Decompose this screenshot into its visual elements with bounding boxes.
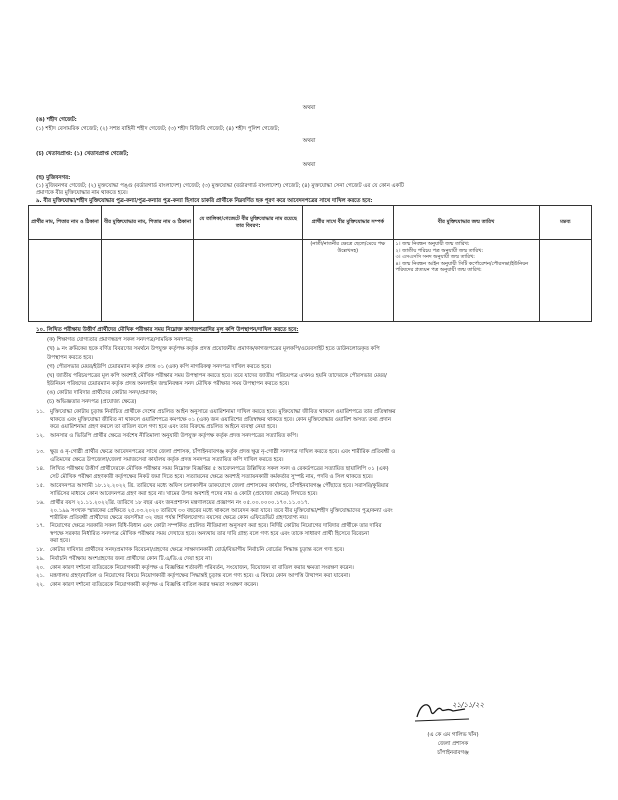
- item-10-line: (ক) শিক্ষাগত যোগ্যতার প্রমাণস্বরূপ সকল সনদপত্র/সাময়িক সনদপত্র;: [47, 337, 193, 343]
- birth-date-cell: [393, 240, 539, 322]
- item-number: ১৫.: [36, 483, 45, 489]
- or-divider: অথবা: [302, 105, 316, 111]
- item-text-line: থাকতে এবং মুক্তিযোদ্ধা জীবিত না থাকলে ওয়ারিশপত্রে কমপক্ষে ০১ (এক) জন ওয়ারিশের প্রতিস্বাক্ষর থাকতে হবে। কোন মুক্তিযোদ্ধার ওয়ারিশ অসত্য তথ্য প্রদান: [50, 416, 391, 423]
- item-text-line: নির্বাচনি পরীক্ষায় অংশগ্রহণের জন্য প্রার্থীদের কোন টি.এ/ডি.এ দেয়া হবে না।: [50, 556, 212, 562]
- table-header-row: [29, 206, 592, 240]
- item-text-line: মুক্তিযোদ্ধা কোটায় চূড়ান্ত নির্বাচিত প্রার্থীকে দেশের প্রচলিত আইন অনুসারে ওয়ারিশনামা দাখিল করতে হবে। মুক্তিযোদ্ধা জীবিত থাকলে ওয়ারিশপত্রে তার প্রতিস্বাক্ষর: [50, 409, 396, 415]
- section-cha-body: (১) শহীদ বেসামরিক গেজেট; (২) সশস্ত্র বাহিনী শহীদ গেজেট; (৩) শহীদ বিজিবি গেজেট; (৪) শহীদ পুলিশ গেজেট;: [36, 126, 280, 132]
- item-text-line: আবেদনপত্র আগামী ১৮.১২.২০২২ খ্রি. তারিখের মধ্যে অফিস চলাকালীন ডাকযোগে জেলা প্রশাসকের কার্যালয়, চাঁপাইনবাবগঞ্জ পৌঁছাতে হবে। সরাসরি/কুরিয়ার: [50, 483, 389, 489]
- item-number: ১১.: [36, 409, 45, 415]
- item-10-line: (ঙ) কোটার দাবিদার প্রার্থীদের কোটার সনদ/প্রমাণক;: [47, 390, 158, 396]
- or-divider: অথবা: [302, 162, 316, 168]
- table-header: বীর মুক্তিযোদ্ধার নাম, পিতার নাম ও ঠিকানা: [101, 206, 193, 240]
- signatory-name: (এ কে এম গালিভ খাঁন): [427, 732, 479, 738]
- birth-line: ২। জাতীয় পরিচয় পত্র অনুযায়ী জন্ম তারিখ:: [395, 247, 484, 254]
- table-header: বীর মুক্তিযোদ্ধার জন্ম তারিখ: [393, 206, 539, 240]
- item-number: ১২.: [36, 433, 45, 439]
- table-header: প্রার্থীর সাথে বীর মুক্তিযোদ্ধার সম্পর্ক: [303, 206, 393, 240]
- birth-line: ৩। এসএসসি সনদ অনুযায়ী জন্ম তারিখ:: [395, 254, 475, 261]
- section-ja-line: প্রমাণকে বীর মুক্তিযোদ্ধার নাম থাকতে হবে।: [36, 190, 128, 196]
- item-text-line: লিখিত পরীক্ষায় উত্তীর্ণ প্রার্থীদেরকে মৌখিক পরীক্ষার সময় নিম্নোক্ত বিজ্ঞপ্তির ৫ আবেদনপত্রে উল্লিখিত সকল সনদ ও রেকর্ডপত্রের সত্যায়িত ছায়ালিপি ০১ (এক): [50, 466, 389, 472]
- table-header: প্রার্থীর নাম, পিতার নাম ও ঠিকানা: [29, 206, 102, 240]
- item-10-line: ইউনিয়ন পরিষদের চেয়ারম্যান কর্তৃক প্রদত্ত অনলাইন জন্মনিবন্ধন সনদ মৌখিক পরীক্ষার সময় উপস্থাপন করতে হবে।: [47, 381, 290, 387]
- birth-line: ৪। জন্ম নিবন্ধন আইন অনুযায়ী সিটি কর্পোরেশন/পৌরসভা/ইউনিয়ন পরিষদের প্রত্যয়ন পত্র অনুযায়ী জন্ম তারিখ:: [395, 260, 529, 274]
- item-number: ১৮.: [36, 547, 45, 553]
- section-ja-line: (১) মুজিবনগর গেজেট; (২) মুক্তযোদ্ধা পঙ্গু (বর্ডারগার্ড বাংলাদেশ) গেজেট; (৩) মুক্তযোদ্ধা (বর্ডারগার্ড বাংলাদেশ) গেজেট; (৪) মুক্তযোদ্ধা সেনা গেজেট এর যে কোন একটি: [36, 183, 404, 189]
- item-10-line: (ঘ) জাতীয় পরিচয়পত্রের মূল কপি অবশ্যই মৌখিক পরীক্ষার সময় উপস্থাপন করতে হবে। তবে যাদের জাতীয় পরিচয়পত্র এখনও হয়নি তাদেরকে পৌরসভার মেয়র/: [47, 373, 387, 379]
- table-cell: [29, 240, 102, 322]
- item-number: ২২.: [36, 582, 45, 588]
- item-text-line: এতিমদের ক্ষেত্রে উপজেলা/জেলা সমাজসেবা কার্যালয় কর্তৃক প্রদত্ত সনদপত্র সত্যায়িত কপি দাখিল করতে হবে।: [50, 456, 284, 463]
- relation-cell: (নাতী/নাতনীর ক্ষেত্রে ছেলে/মেয়ে পক্ষ উল্লেখসহ): [303, 240, 393, 322]
- section-cha-title: (ঙ) শহীদ গেজেট:: [36, 117, 77, 123]
- section-chha: (চ) খেতাবপ্রাপ্ত: (১) খেতাবপ্রাপ্ত গেজেট;: [36, 151, 129, 157]
- item-9: ৯. বীর মুক্তিযোদ্ধা/শহীদ মুক্তিযোদ্ধার পুত্র-কন্যা/পুত্র-কন্যার পুত্র-কন্যা হিসাবে চাকরি প্রার্থীকে নিম্নবর্ণিত ছক পূরণ করে আবেদনপত্রের সাথে দাখিল করতে হবে:: [36, 198, 373, 204]
- item-10-line: (খ) ৯ নং ক্রমিকের ছকে বর্ণিত বিবরণের সমর্থনে উপযুক্ত কর্তৃপক্ষ কর্তৃক প্রদত্ত প্রয়োজনীয় প্রমাণক/কাগজপত্রের মূলকপি/ওয়েবসাইট হতে ডাউনলোডকৃত কপি: [47, 346, 380, 352]
- item-number: ১৬.: [36, 500, 45, 506]
- item-text-line: কোন কারণ দর্শানো ব্যতিরেকে নিয়োগকারী কর্তৃপক্ষ এ বিজ্ঞপ্তি বাতিল করার ক্ষমতা সংরক্ষণ করেন।: [50, 582, 259, 588]
- table-cell: [101, 240, 193, 322]
- section-ja-title: (ছ) মুজিবনগর:: [36, 175, 71, 181]
- freedom-fighter-table: [28, 205, 592, 322]
- item-10-line: (চ) অভিজ্ঞতার সনদপত্র (প্রযোজ্য ক্ষেত্রে): [47, 399, 137, 405]
- signatory-place: চাঁপাইনবাবগঞ্জ: [437, 750, 469, 756]
- item-text-line: স্বপক্ষে সরকার নির্ধারিত সনদপত্র মৌখিক পরীক্ষার সময় দেখাতে হবে। অন্যথায় তার দাবি গ্রাহ্য বলে গণ্য হবে এবং তাকে সাধারণ প্রার্থী হিসেবে বিবেচনা: [50, 530, 369, 537]
- item-number: ২০.: [36, 565, 45, 571]
- table-row: [29, 240, 592, 322]
- or-divider: অথবা: [302, 138, 316, 144]
- item-10-line: উপস্থাপন করতে হবে।: [47, 355, 94, 361]
- signatory-title: জেলা প্রশাসক: [437, 741, 469, 747]
- item-text-line: ২০.১৯৯ সংখ্যক স্মারকের প্রেক্ষিতে ২৫.০৩.২০২০ তারিখে ৩০ বছরের মধ্যে থাকলে আবেদন করা যাবে। তবে বীর মুক্তিযোদ্ধা/শহীদ মুক্তিযোদ্ধাদের পুত্র/কন্যা এবং: [50, 507, 393, 514]
- item-text-line: সার্ভিসের মাধ্যমে কোন আবেদনপত্র গ্রহণ করা হবে না। খামের উপর অবশ্যই পদের নাম ও কোটা (প্রযোজ্য ক্ষেত্রে) লিখতে হবে।: [50, 490, 318, 497]
- item-number: ১৯.: [36, 556, 45, 562]
- item-text-line: শারীরিক প্রতিবন্ধী প্রার্থীদের ক্ষেত্রে বয়সসীমা ৩২ বছর পর্যন্ত শিথিলযোগ্য। বয়সের ক্ষেত্রে কোন এফিডেভিট গ্রহণযোগ্য নয়।: [50, 515, 308, 522]
- item-text-line: করে ওয়ারিশনামা গ্রহণ করলে তা বাতিল বলে গণ্য হবে এবং তার বিরুদ্ধে প্রচলিত আইনে ব্যবস্থা নেয়া হবে।: [50, 424, 277, 431]
- table-header: যে তালিকা/গেজেটে বীর মুক্তিযোদ্ধার নাম রয়েছে তার বিবরণ:: [194, 206, 303, 240]
- item-number: ১৭.: [36, 523, 45, 529]
- item-number: ২১.: [36, 573, 45, 579]
- birth-line: ১। জন্ম নিবন্ধন অনুযায়ী জন্ম তারিখ:: [395, 241, 470, 247]
- item-text-line: কোন কারণ দর্শানো ব্যতিরেকে নিয়োগকারী কর্তৃপক্ষ এ বিজ্ঞপ্তির শর্তাবলী পরিবর্তন, সংযোজন, বিয়োজন বা বাতিল করার ক্ষমতা সংরক্ষণ করেন।: [50, 565, 354, 571]
- table-header: মন্তব্য: [539, 206, 591, 240]
- table-cell: [539, 240, 591, 322]
- item-text-line: সেট মৌখিক পরীক্ষা গ্রহণকারী কর্তৃপক্ষের নিকট জমা দিতে হবে। সত্যায়নের ক্ষেত্রে অবশ্যই সত্যায়নকারী কর্মকর্তার সুস্পষ্ট নাম, পদবি ও সিল থাকতে হবে।: [50, 473, 373, 480]
- item-number: ১৪.: [36, 466, 45, 472]
- signature-date: ২১/১১/২২: [452, 701, 484, 709]
- item-text-line: প্রার্থীর বয়স ২১.১১.২০২২খ্রি. তারিখে ১৮ বছর এবং জনপ্রশাসন মন্ত্রণালয়ের প্রজ্ঞাপন নং ০৫.০০.০০০০.১৭০.১১.০১৭.: [50, 500, 310, 506]
- table-cell: [194, 240, 303, 322]
- item-text-line: আনসার ও ভিডিপি প্রার্থীর ক্ষেত্রে সর্বশেষ নীতিমালা অনুযায়ী উপযুক্ত কর্তৃপক্ষ কর্তৃক প্রদত্ত সনদপত্রের সত্যায়িত কপি।: [50, 433, 298, 439]
- item-10-title: ১০. লিখিত পরীক্ষায় উত্তীর্ণ প্রার্থীদের মৌখিক পরীক্ষার সময় নিম্নোক্ত কাগজপত্রাদির মূল কপি উপস্থাপন/দাখিল করতে হবে:: [36, 327, 299, 333]
- item-number: ১৩.: [36, 449, 45, 455]
- item-text-line: মন্ত্রণালয় গ্রহণ/বাতিল ও নিয়োগের বিষয়ে নিয়োগকারী কর্তৃপক্ষের সিদ্ধান্তই চূড়ান্ত বলে গণ্য হবে। এ বিষয়ে কোন আপত্তি উত্থাপন করা যাবেনা।: [50, 573, 351, 579]
- item-10-line: (গ) পৌরসভার মেয়র/ইউপি চেয়ারম্যান কর্তৃক প্রদত্ত ০১ (এক) কপি নাগরিকত্ব সনদপত্র দাখিল করতে হবে।: [47, 364, 272, 370]
- item-text-line: কোটার দাবিদার প্রার্থীদের সনদ/প্রমাণক বিবেচনা/গ্রহণের ক্ষেত্রে সাক্ষ্যদানকারী বোর্ড/বিভাগীয় নির্বাচনি বোর্ডের সিদ্ধান্ত চূড়ান্ত বলে গণ্য হবে।: [50, 547, 345, 553]
- item-text-line: নিয়োগের ক্ষেত্রে সরকারি সকল বিধি-বিধান এবং কোটা সম্পর্কিত প্রচলিত নীতিমালা অনুসরণ করা হবে। নির্দিষ্ট কোটায় নিয়োগের দাবিদার প্রার্থীকে তার দাবির: [50, 523, 382, 529]
- item-text-line: ক্ষুদ্র ও নৃ-গোষ্ঠী প্রার্থীর ক্ষেত্রে আবেদনপত্রের সাথে জেলা প্রশাসক, চাঁপাইনবাবগঞ্জ কর্তৃক প্রদত্ত ক্ষুদ্র নৃ-গোষ্ঠী সনদপত্র দাখিল করতে হবে। এবং শারীরিক প্রতিবন্ধী ও: [50, 449, 396, 455]
- item-text-line: করা হবে।: [50, 538, 70, 545]
